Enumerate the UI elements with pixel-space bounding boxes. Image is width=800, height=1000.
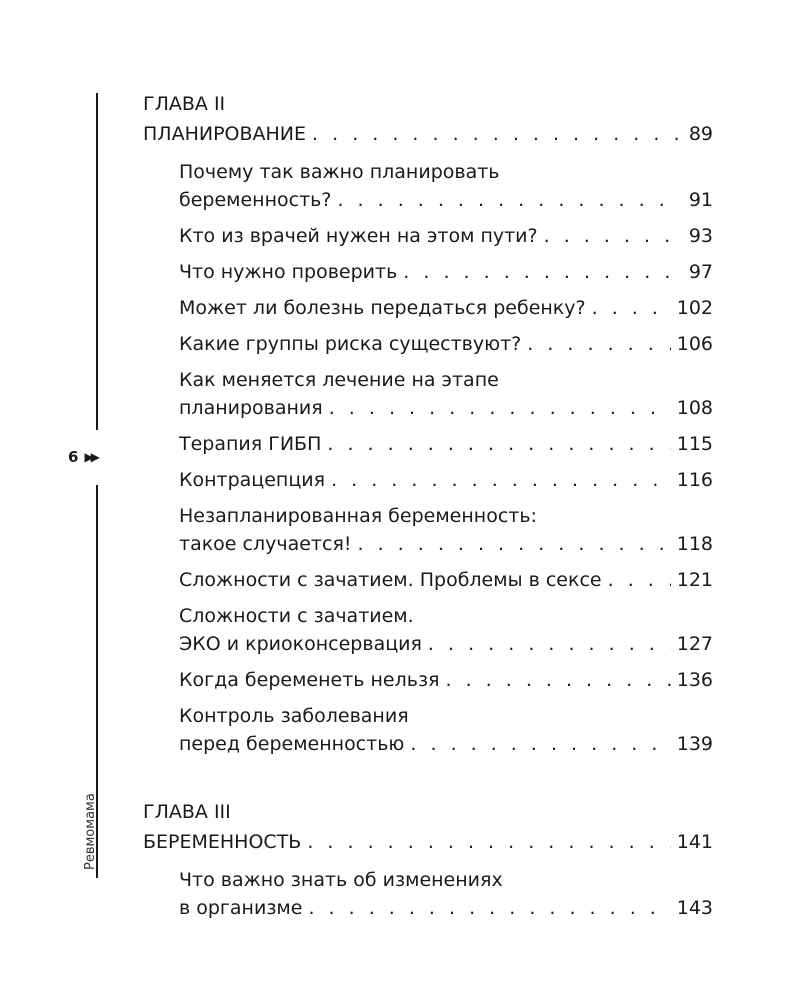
entry-title: в организме <box>179 897 303 919</box>
dot-leader <box>428 630 671 658</box>
toc-entry[interactable] <box>143 430 713 458</box>
entry-title: Контрацепция <box>179 469 326 491</box>
entry-title-line: Контроль заболевания <box>179 705 409 727</box>
entry-title: Терапия ГИБП <box>179 433 322 455</box>
entry-title: ЭКО и криоконсервация <box>179 633 422 655</box>
entry-page: 139 <box>676 733 713 755</box>
toc-entry[interactable] <box>143 294 713 322</box>
entry-page: 143 <box>676 897 713 919</box>
toc-entry[interactable] <box>143 222 713 250</box>
chapter-title-row[interactable] <box>143 118 713 150</box>
entry-title: перед беременностью <box>179 733 405 755</box>
entry-page: 93 <box>688 225 713 247</box>
toc-entry[interactable] <box>143 366 713 422</box>
entry-page: 121 <box>676 569 713 591</box>
chapter-title: ПЛАНИРОВАНИЕ <box>143 123 307 145</box>
toc-entry[interactable] <box>143 602 713 658</box>
entry-page: 116 <box>676 469 713 491</box>
dot-leader <box>329 394 671 422</box>
entry-title-line: Незапланированная беременность: <box>179 505 537 527</box>
margin-rule-top <box>96 93 98 430</box>
chapter-title: БЕРЕМЕННОСТЬ <box>143 831 302 853</box>
dot-leader <box>592 294 671 322</box>
page-number: 6 <box>68 448 79 466</box>
entry-title: Когда беременеть нельзя <box>179 669 440 691</box>
running-title: Ревмомама <box>83 793 98 870</box>
entry-title: Какие группы риска существуют? <box>179 333 522 355</box>
dot-leader <box>527 330 670 358</box>
entry-page: 108 <box>676 397 713 419</box>
toc-entry[interactable] <box>143 702 713 758</box>
entry-title-line: Почему так важно планировать <box>179 161 500 183</box>
entry-title: Сложности с зачатием. Проблемы в сексе <box>179 569 602 591</box>
entry-title-line: Что важно знать об изменениях <box>179 869 503 891</box>
entry-page: 102 <box>676 297 713 319</box>
entry-title: Может ли болезнь передаться ребенку? <box>179 297 586 319</box>
entry-title: Кто из врачей нужен на этом пути? <box>179 225 538 247</box>
toc-entry[interactable] <box>143 502 713 558</box>
entry-page: 97 <box>688 261 713 283</box>
entry-page: 115 <box>676 433 713 455</box>
chapter <box>143 798 713 922</box>
dot-leader <box>544 222 679 250</box>
entry-title-line: Сложности с зачатием. <box>179 605 414 627</box>
dot-leader <box>312 118 679 150</box>
dot-leader <box>403 258 679 286</box>
dot-leader <box>608 566 671 594</box>
toc-entry[interactable] <box>143 258 713 286</box>
toc-entry[interactable] <box>143 466 713 494</box>
double-arrow-icon: ▶▶ <box>84 450 97 464</box>
dot-leader <box>327 430 670 458</box>
chapter <box>143 90 713 758</box>
dot-leader <box>337 186 679 214</box>
entry-title: Что нужно проверить <box>179 261 398 283</box>
toc-entry[interactable] <box>143 330 713 358</box>
toc-entry[interactable] <box>143 158 713 214</box>
entry-title: беременность? <box>179 189 332 211</box>
page-number-marker <box>68 448 97 466</box>
dot-leader <box>308 894 670 922</box>
chapter-page: 89 <box>688 123 713 145</box>
dot-leader <box>307 826 670 858</box>
table-of-contents <box>143 90 713 922</box>
entry-page: 127 <box>676 633 713 655</box>
entry-page: 106 <box>676 333 713 355</box>
toc-entry[interactable] <box>143 666 713 694</box>
dot-leader <box>410 730 670 758</box>
chapter-label: ГЛАВА III <box>143 801 231 823</box>
dot-leader <box>331 466 671 494</box>
chapter-page: 141 <box>676 831 713 853</box>
toc-entry[interactable] <box>143 866 713 922</box>
chapter-label: ГЛАВА II <box>143 93 226 115</box>
entry-page: 91 <box>688 189 713 211</box>
dot-leader <box>446 666 671 694</box>
entry-title: планирования <box>179 397 323 419</box>
entry-page: 136 <box>676 669 713 691</box>
chapter-title-row[interactable] <box>143 826 713 858</box>
entry-title-line: Как меняется лечение на этапе <box>179 369 499 391</box>
entry-title: такое случается! <box>179 533 352 555</box>
dot-leader <box>358 530 671 558</box>
entry-page: 118 <box>676 533 713 555</box>
toc-entry[interactable] <box>143 566 713 594</box>
